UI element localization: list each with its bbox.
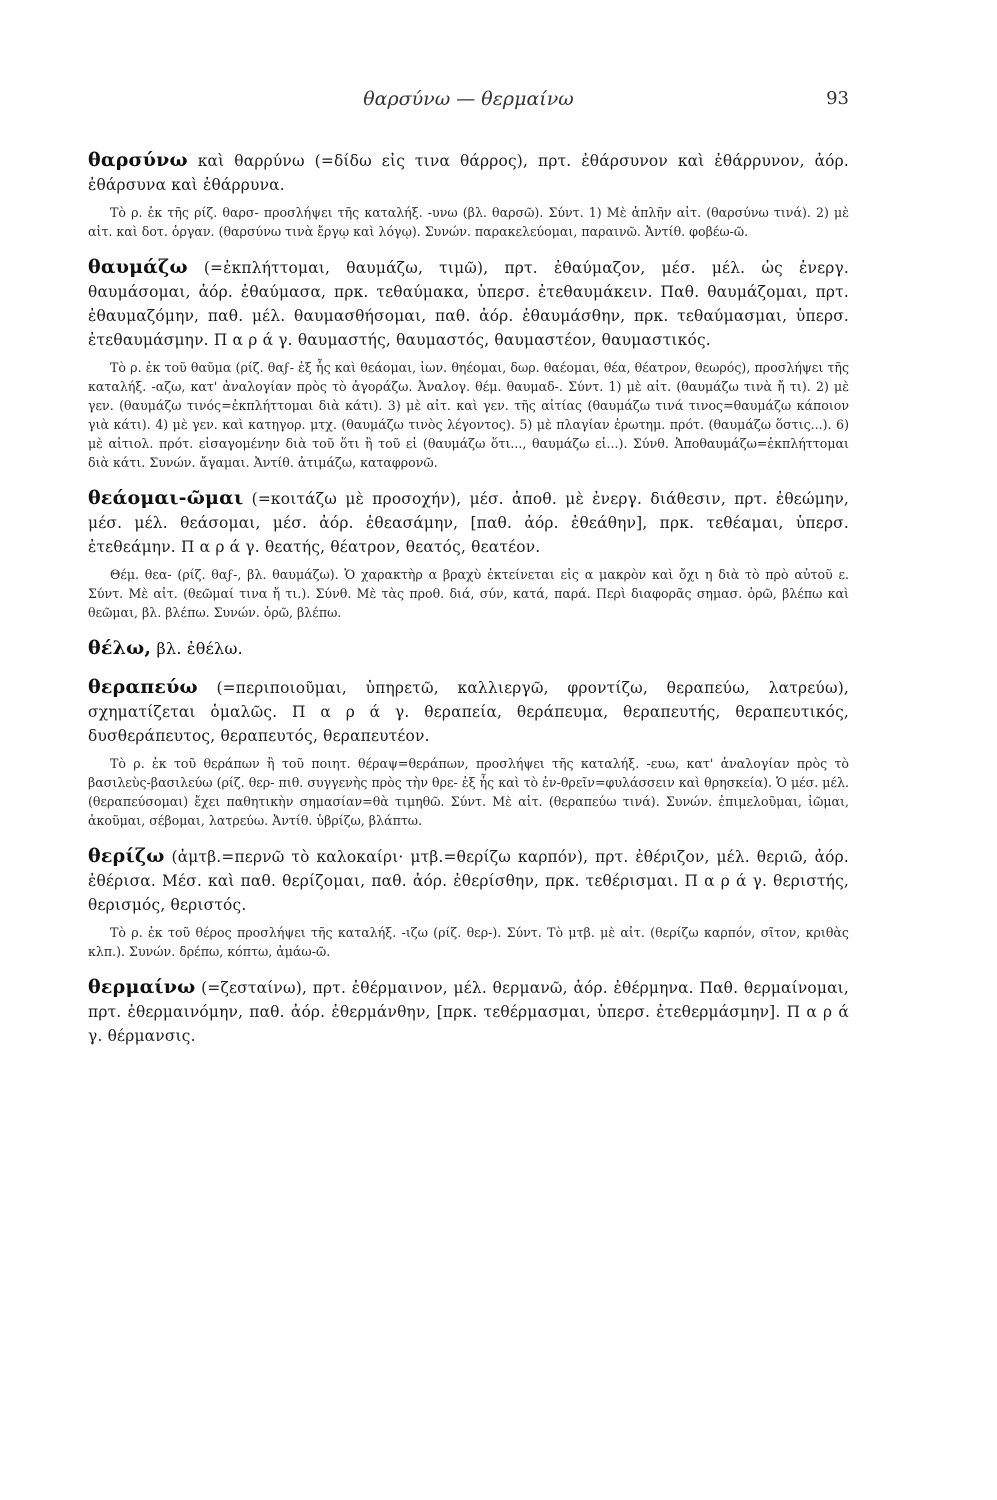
- page-number: 93: [826, 88, 849, 109]
- entry-definition: (=κοιτάζω μὲ προσοχήν), μέσ. ἀποθ. μὲ ἐνεργ. διάθεσιν, πρτ. ἐθεώμην, μέσ. μέλ. θεάσομαι, μέσ. ἀόρ. ἐθεασάμην, [παθ. ἀόρ. ἐθεάθην], πρκ. τεθέαμαι, ὑπερσ. ἐτεθεάμην. Π α ρ ά γ. θεατής, θέατρον, θεατός, θεατέον.: [88, 490, 849, 556]
- entry-main: [88, 675, 849, 748]
- headword: θεραπεύω: [88, 676, 198, 698]
- running-head: [88, 88, 849, 114]
- entry-main: [88, 148, 849, 197]
- entry-main: [88, 844, 849, 917]
- entry-thermaino: [88, 975, 849, 1048]
- entries: [88, 148, 849, 1062]
- entry-definition: (=περιποιοῦμαι, ὑπηρετῶ, καλλιεργῶ, φροντίζω, θεραπεύω, λατρεύω), σχηματίζεται ὁμαλῶς. Π α ρ ά γ. θεραπεία, θεράπευμα, θεραπευτής, θεραπευτικός, δυσθεράπευτος, θεραπευτός, θεραπευτέον.: [88, 679, 849, 745]
- entry-main: [88, 486, 849, 559]
- entry-thaumazo: [88, 255, 849, 472]
- entry-etymology: Τὸ ρ. ἐκ τοῦ θεράπων ἢ τοῦ ποιητ. θέραψ=θεράπων, προσλήψει τῆς καταλήξ. -ευω, κατ' ἀναλογίαν πρὸς τὸ βασιλεὺς-βασιλεύω (ρίζ. θερ- πιθ. συγγενὴς πρὸς τὴν θρε- ἐξ ἧς καὶ τὸ ἐν-θρεῖν=φυλάσσειν καὶ θρησκεία). Ὁ μέσ. μέλ. (θεραπεύσομαι) ἔχει παθητικὴν σημασίαν=θὰ τιμηθῶ. Σύντ. Μὲ αἰτ. (θεραπεύω τινά). Συνών. ἐπιμελοῦμαι, ἰῶμαι, ἀκοῦμαι, σέβομαι, λατρεύω. Ἀντίθ. ὑβρίζω, βλάπτω.: [88, 756, 849, 828]
- entry-therizo: [88, 844, 849, 961]
- entry-main: [88, 975, 849, 1048]
- entry-definition: καὶ θαρρύνω (=δίδω εἰς τινα θάρρος), πρτ. ἐθάρσυνον καὶ ἐθάρρυνον, ἀόρ. ἐθάρσυνα καὶ ἐθάρρυνα.: [88, 152, 849, 194]
- entry-definition: (=ζεσταίνω), πρτ. ἐθέρμαινον, μέλ. θερμανῶ, ἀόρ. ἐθέρμηνα. Παθ. θερμαίνομαι, πρτ. ἐθερμαινόμην, παθ. ἀόρ. ἐθερμάνθην, [πρκ. τεθέρμασμαι, ὑπερσ. ἐτεθερμάσμην]. Π α ρ ά γ. θέρμανσις.: [88, 979, 849, 1045]
- entry-etymology: Τὸ ρ. ἐκ τοῦ θαῦμα (ρίζ. θαϝ- ἐξ ἧς καὶ θεάομαι, ἰων. θηέομαι, δωρ. θαέομαι, θέα, θέατρον, θεωρός), προσλήψει τῆς καταλήξ. -αζω, κατ' ἀναλογίαν πρὸς τὸ ἀγοράζω. Ἀναλογ. θέμ. θαυμαδ-. Σύντ. 1) μὲ αἰτ. (θαυμάζω τινὰ ἤ τι). 2) μὲ γεν. (θαυμάζω τινός=ἐκπλήττομαι διὰ κάτι). 3) μὲ αἰτ. καὶ γεν. τῆς αἰτίας (θαυμάζω τινά τινος=θαυμάζω κάποιον γιὰ κάτι). 4) μὲ γεν. καὶ κατηγορ. μτχ. (θαυμάζω τινὸς λέγοντος). 5) μὲ πλαγίαν ἐρωτημ. πρότ. (θαυμάζω ὅστις...). 6) μὲ αἰτιολ. πρότ. εἰσαγομένην διὰ τοῦ ὅτι ἢ τοῦ εἰ (θαυμάζω ὅτι..., θαυμάζω εἰ...). Σύνθ. Ἀποθαυμάζω=ἐκπλήττομαι διὰ κάτι. Συνών. ἄγαμαι. Ἀντίθ. ἀτιμάζω, καταφρονῶ.: [88, 360, 849, 470]
- entry-tharsyno: [88, 148, 849, 241]
- entry-etymology: Τὸ ρ. ἐκ τῆς ρίζ. θαρσ- προσλήψει τῆς καταλήξ. -υνω (βλ. θαρσῶ). Σύντ. 1) Μὲ ἁπλῆν αἰτ. (θαρσύνω τινά). 2) μὲ αἰτ. καὶ δοτ. ὀργαν. (θαρσύνω τινὰ ἔργῳ καὶ λόγῳ). Συνών. παρακελεύομαι, παραινῶ. Ἀντίθ. φοβέω-ῶ.: [88, 205, 849, 239]
- headword: θερίζω: [88, 845, 165, 867]
- running-title: θαρσύνω — θερμαίνω: [363, 88, 574, 110]
- entry-definition: (=ἐκπλήττομαι, θαυμάζω, τιμῶ), πρτ. ἐθαύμαζον, μέσ. μέλ. ὡς ἐνεργ. θαυμάσομαι, ἀόρ. ἐθαύμασα, πρκ. τεθαύμακα, ὑπερσ. ἐτεθαυμάκειν. Παθ. θαυμάζομαι, πρτ. ἐθαυμαζόμην, παθ. μέλ. θαυμασθήσομαι, παθ. ἀόρ. ἐθαυμάσθην, πρκ. τεθαύμασμαι, ὑπερσ. ἐτεθαυμάσμην. Π α ρ ά γ. θαυμαστής, θαυμαστός, θαυμαστέον, θαυμαστικός.: [88, 259, 849, 349]
- headword: θερμαίνω: [88, 976, 196, 998]
- entry-therapeuo: [88, 675, 849, 830]
- headword: θεάομαι-ῶμαι: [88, 487, 244, 509]
- entry-definition: (ἀμτβ.=περνῶ τὸ καλοκαίρι· μτβ.=θερίζω καρπόν), πρτ. ἐθέριζον, μέλ. θεριῶ, ἀόρ. ἐθέρισα. Μέσ. καὶ παθ. θερίζομαι, παθ. ἀόρ. ἐθερίσθην, πρκ. τεθέρισμαι. Π α ρ ά γ. θεριστής, θερισμός, θεριστός.: [88, 848, 849, 914]
- entry-theaomai: [88, 486, 849, 622]
- entry-definition: βλ. ἐθέλω.: [151, 639, 243, 658]
- entry-main: [88, 636, 849, 661]
- entry-thelo: [88, 636, 849, 661]
- headword: θέλω,: [88, 637, 152, 659]
- entry-etymology: Τὸ ρ. ἐκ τοῦ θέρος προσλήψει τῆς καταλήξ. -ιζω (ρίζ. θερ-). Σύντ. Τὸ μτβ. μὲ αἰτ. (θερίζω καρπόν, σῖτον, κριθὰς κλπ.). Συνών. δρέπω, κόπτω, ἀμάω-ῶ.: [88, 925, 849, 959]
- headword: θαυμάζω: [88, 256, 188, 278]
- headword: θαρσύνω: [88, 149, 188, 171]
- entry-etymology: Θέμ. θεα- (ρίζ. θαϝ-, βλ. θαυμάζω). Ὁ χαρακτὴρ α βραχὺ ἐκτείνεται εἰς α μακρὸν καὶ ὄχι η διὰ τὸ πρὸ αὐτοῦ ε. Σύντ. Μὲ αἰτ. (θεῶμαί τινα ἤ τι.). Σύνθ. Μὲ τὰς προθ. διά, σύν, κατά, παρά. Περὶ διαφορᾶς σημασ. ὁρῶ, βλέπω καὶ θεῶμαι, βλ. βλέπω. Συνών. ὁρῶ, βλέπω.: [88, 567, 849, 620]
- entry-main: [88, 255, 849, 352]
